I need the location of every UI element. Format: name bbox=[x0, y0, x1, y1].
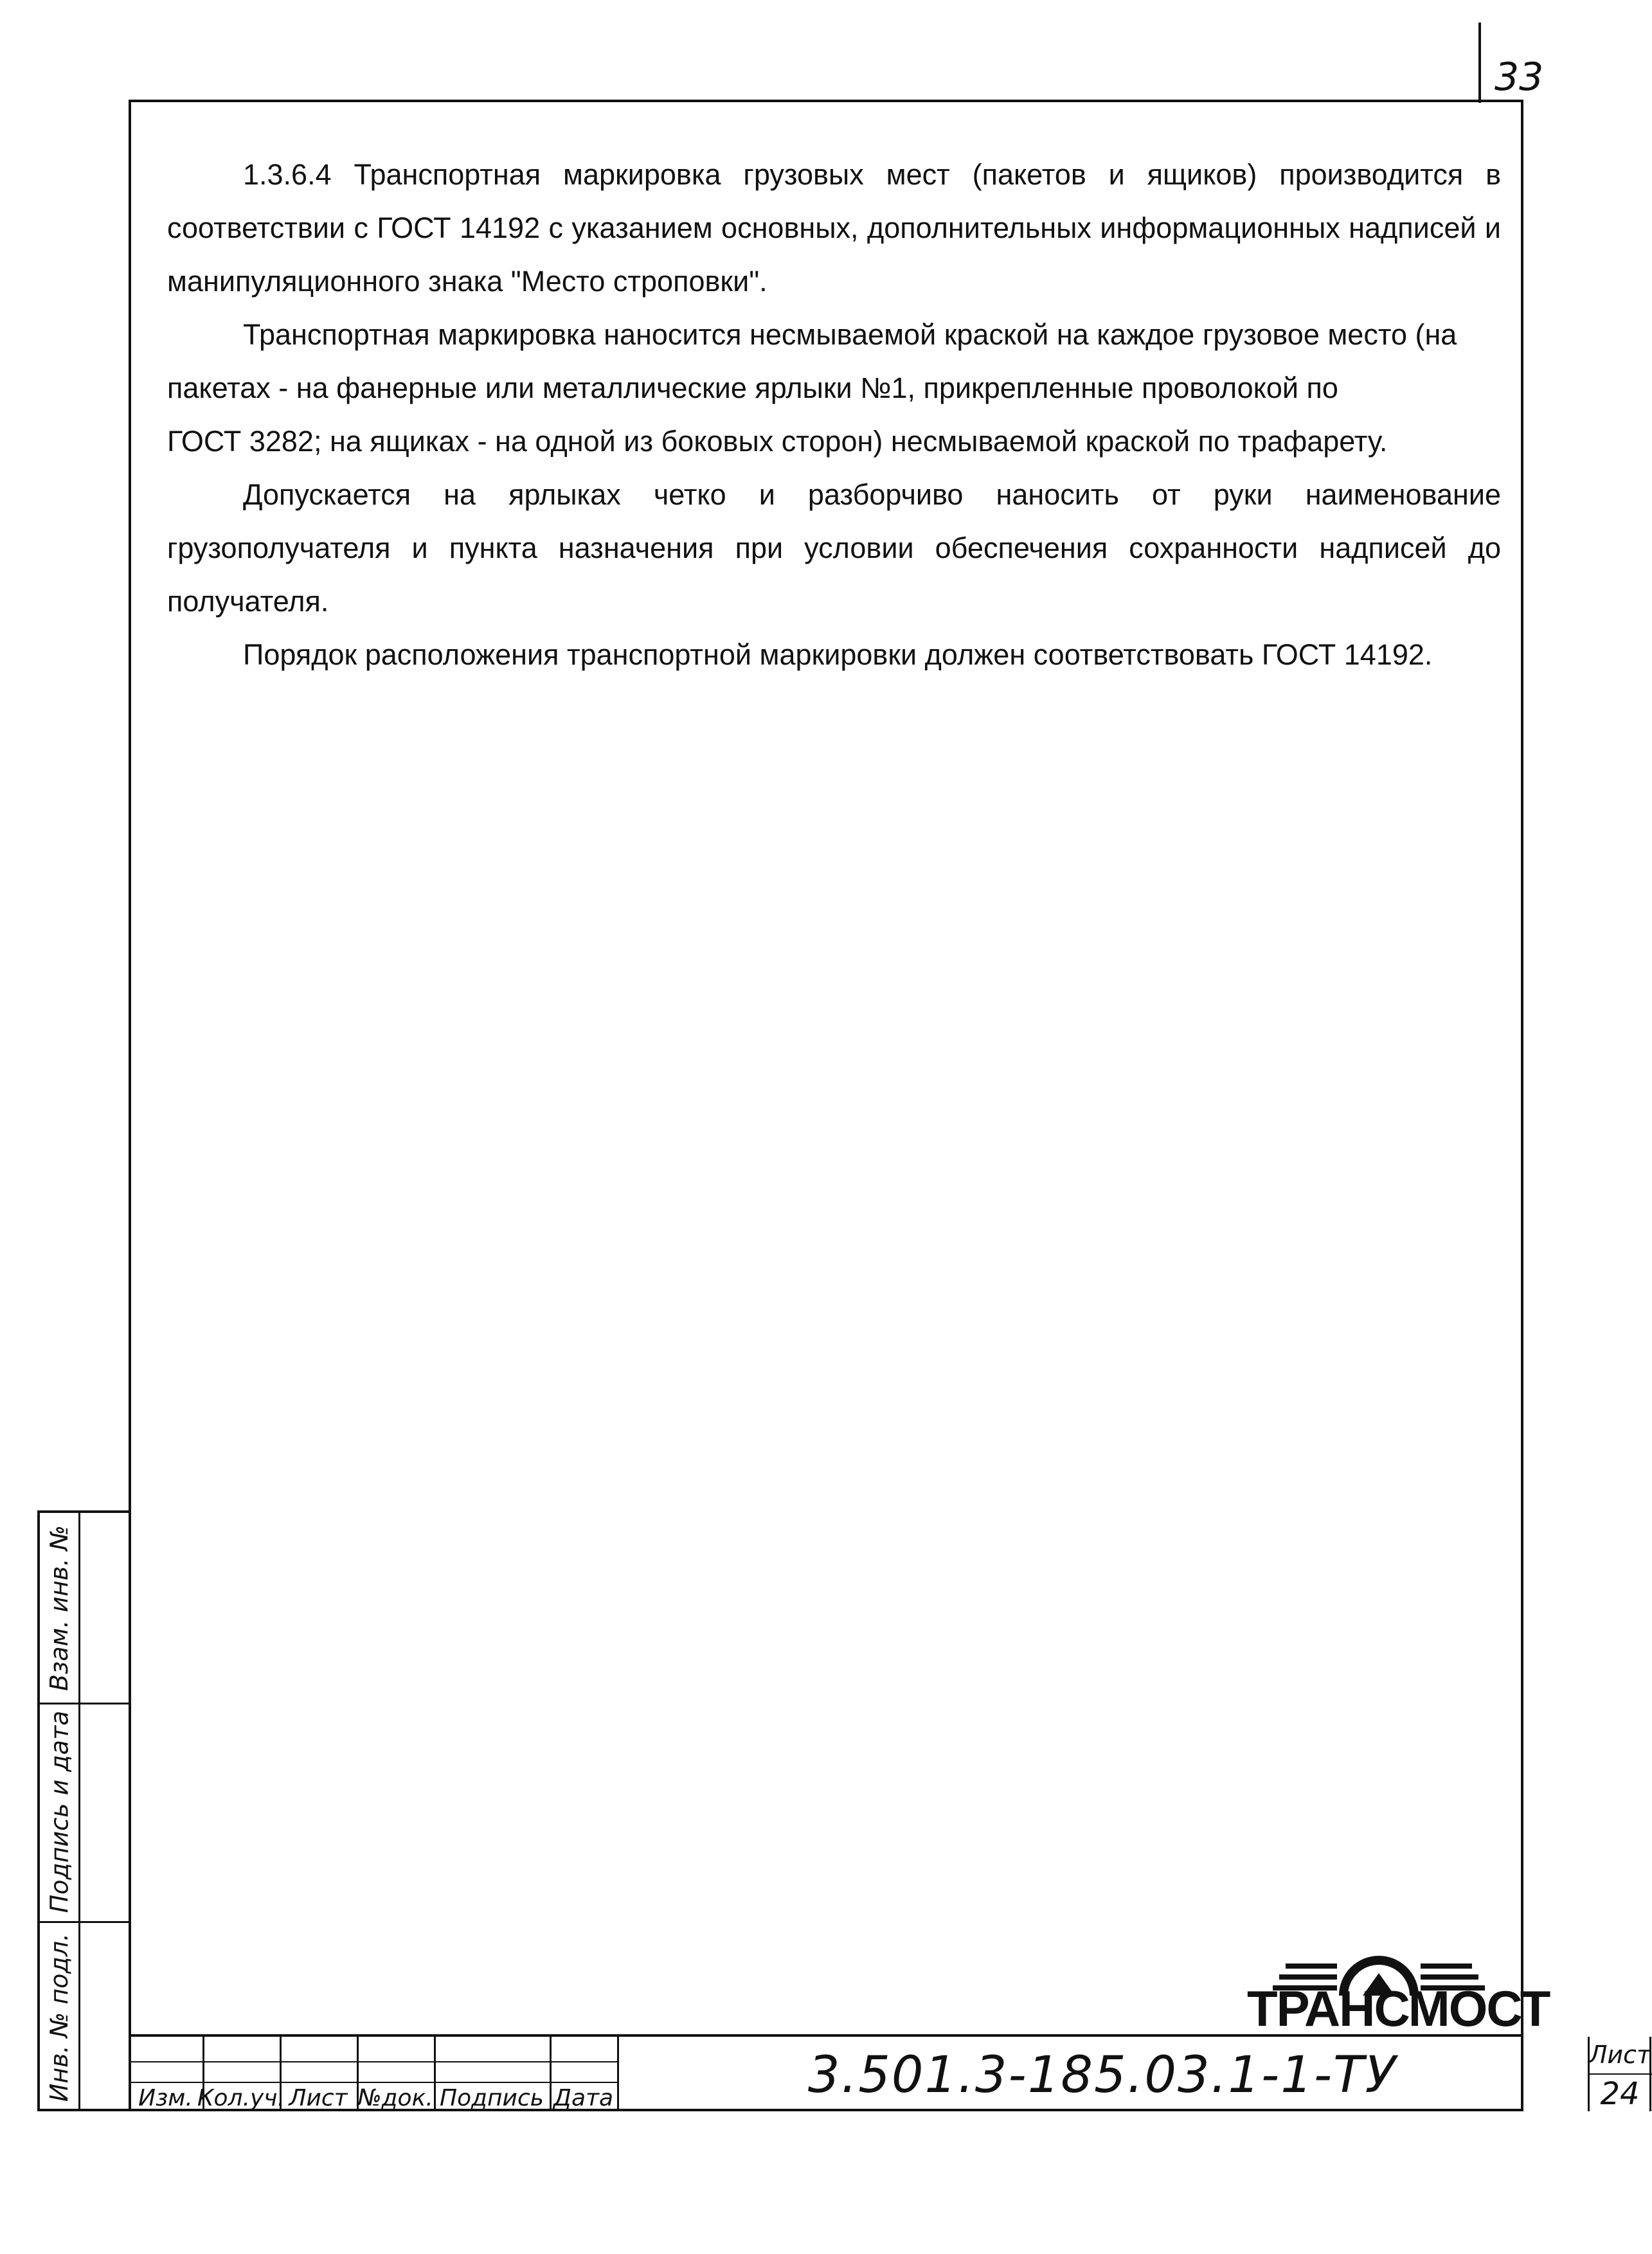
page-number: 33 bbox=[1495, 55, 1544, 100]
paragraph-handwritten-allowed: Допускается на ярлыках четко и разборчиво наносить от руки наименование грузополучателя и пункта назначения при условии обеспечения сохранности надписей до получателя. bbox=[167, 478, 1501, 618]
col-label-count: Кол.уч. bbox=[197, 2084, 285, 2111]
col-label-sheet: Лист bbox=[289, 2084, 348, 2111]
paragraph-marking-paint-line3: ГОСТ 3282; на ящиках - на одной из боковых сторон) несмываемой краской по трафарету. bbox=[167, 425, 1388, 458]
side-label-signature-date: Подпись и дата bbox=[45, 1710, 74, 1913]
title-block-row-line bbox=[129, 2061, 617, 2062]
document-body bbox=[167, 148, 1501, 681]
transmost-logo bbox=[1247, 1941, 1550, 2037]
logo-text: ТРАНСМОСТ bbox=[1247, 1980, 1550, 2037]
paragraph-marking-paint-line2: пакетах - на фанерные или металлические ярлыки №1, прикрепленные проволокой по bbox=[167, 371, 1338, 404]
col-label-doc-number: №док. bbox=[357, 2084, 433, 2111]
side-label-swap-inv: Взам. инв. № bbox=[45, 1525, 74, 1691]
paragraph-marking-paint-line1: Транспортная маркировка наносится несмываемой краской на каждое грузовое место (на bbox=[243, 318, 1457, 351]
sheet-number: 24 bbox=[1600, 2075, 1640, 2112]
col-label-date: Дата bbox=[553, 2084, 614, 2111]
corner-divider bbox=[1478, 22, 1481, 103]
side-stamp bbox=[37, 1510, 129, 2111]
col-label-revision: Изм. bbox=[138, 2084, 193, 2111]
document-code: 3.501.3-185.03.1-1-ТУ bbox=[807, 2046, 1397, 2104]
side-label-inv-original: Инв. № подл. bbox=[45, 1933, 74, 2102]
side-stamp-divider bbox=[78, 1513, 80, 2109]
title-block bbox=[129, 2034, 1651, 2112]
sheet-label: Лист bbox=[1588, 2040, 1651, 2069]
col-label-signature: Подпись bbox=[440, 2084, 544, 2111]
paragraph-marking-method: 1.3.6.4 Транспортная маркировка грузовых мест (пакетов и ящиков) производится в соответствии с ГОСТ 14192 с указанием основных, дополнительных информационных надписей и манипуляционного знака "Место строповки". bbox=[167, 158, 1501, 298]
paragraph-marking-order: Порядок расположения транспортной маркировки должен соответствовать ГОСТ 14192. bbox=[243, 638, 1433, 671]
